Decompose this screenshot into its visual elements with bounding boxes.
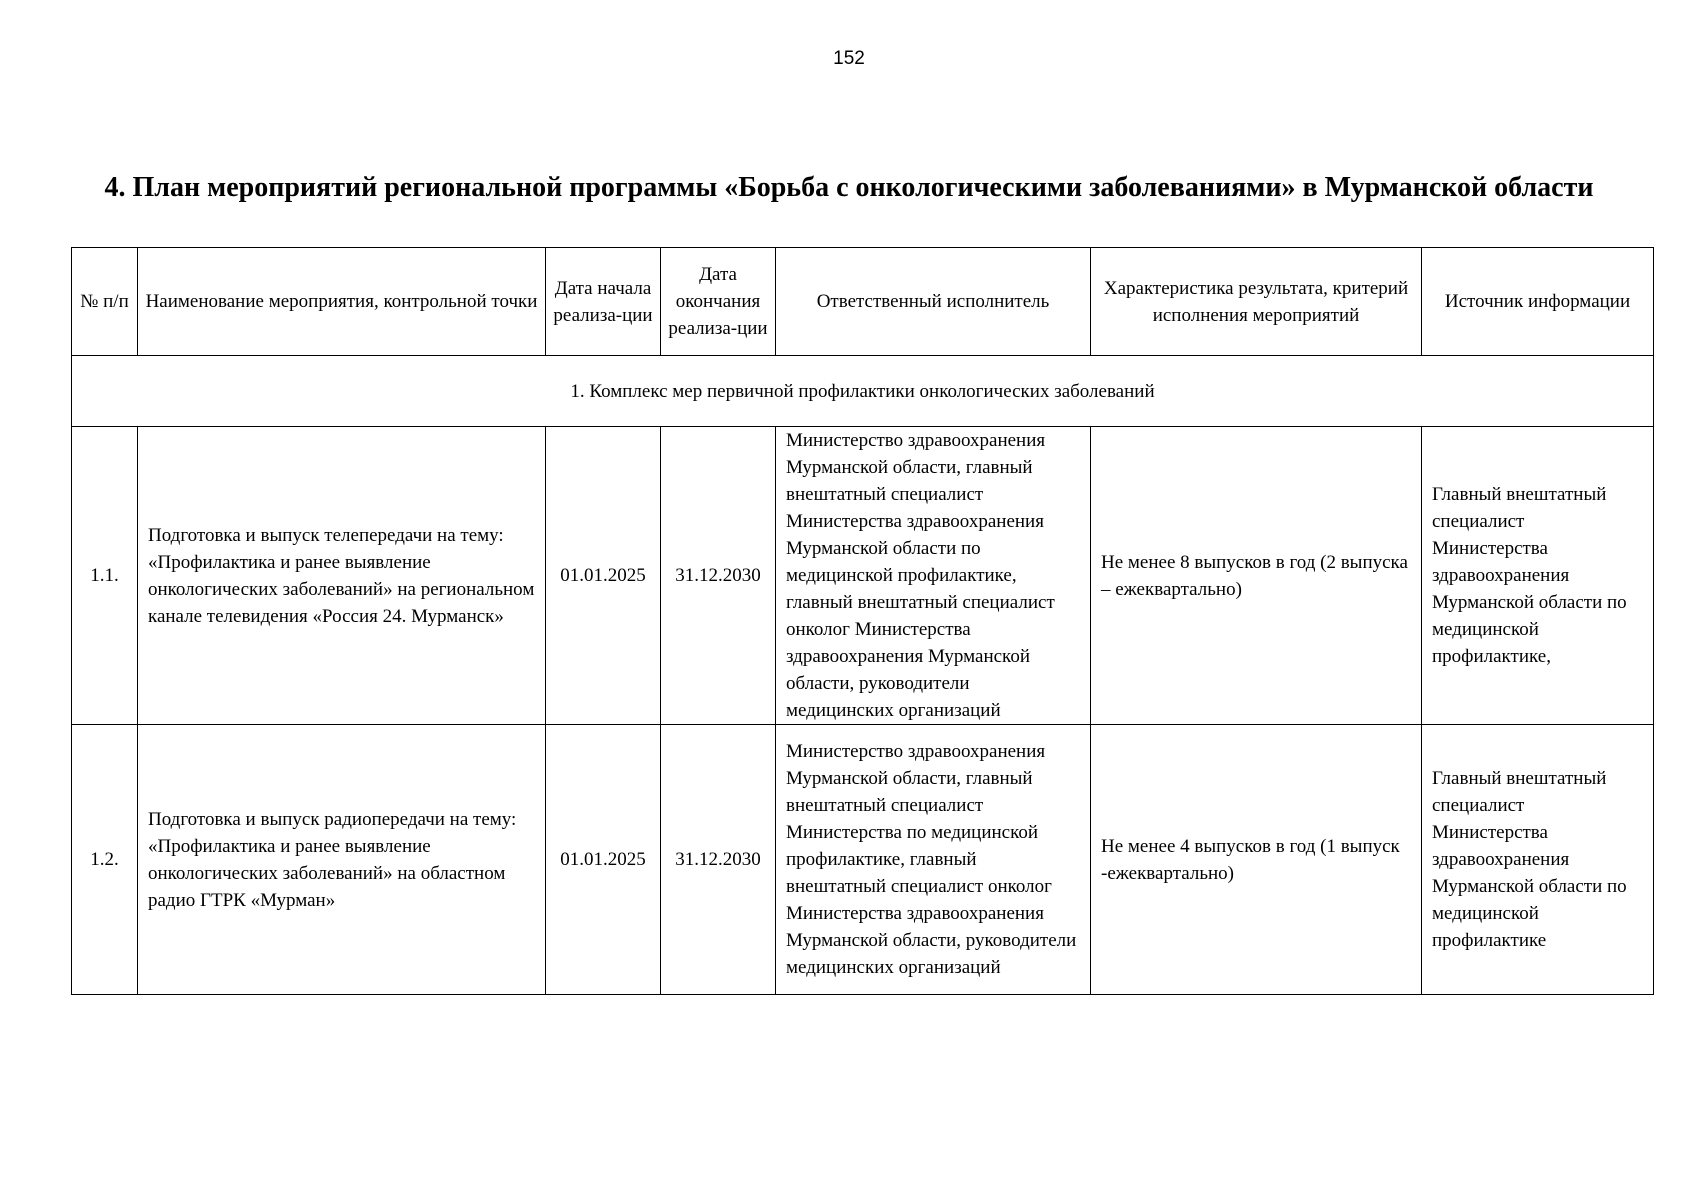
end-date: 31.12.2030 [661,725,776,995]
end-date: 31.12.2030 [661,427,776,725]
start-date: 01.01.2025 [546,427,661,725]
table-header-row [72,248,1654,356]
result: Не менее 4 выпусков в год (1 выпуск -ежеквартально) [1091,725,1422,995]
start-date: 01.01.2025 [546,725,661,995]
header-result: Характеристика результата, критерий исполнения мероприятий [1091,248,1422,356]
header-source: Источник информации [1422,248,1654,356]
header-number: № п/п [72,248,138,356]
header-responsible: Ответственный исполнитель [776,248,1091,356]
header-start-date: Дата начала реализа-ции [546,248,661,356]
table-row [72,725,1654,995]
section-row [72,356,1654,427]
header-event-name: Наименование мероприятия, контрольной точки [138,248,546,356]
responsible: Министерство здравоохранения Мурманской области, главный внештатный специалист Министерства по медицинской профилактике, главный внештатный специалист онколог Министерства здравоохранения Мурманской области, руководители медицинских организаций [776,725,1091,995]
section-title: 1. Комплекс мер первичной профилактики онкологических заболеваний [72,356,1654,427]
header-end-date: Дата окончания реализа-ции [661,248,776,356]
document-title: 4. План мероприятий региональной программы «Борьба с онкологическими заболеваниями» в Мурманской области [104,172,1594,203]
event-name: Подготовка и выпуск телепередачи на тему: «Профилактика и ранее выявление онкологических заболеваний» на региональном канале телевидения «Россия 24. Мурманск» [138,427,546,725]
source: Главный внештатный специалист Министерства здравоохранения Мурманской области по медицинской профилактике [1422,725,1654,995]
row-number: 1.2. [72,725,138,995]
result: Не менее 8 выпусков в год (2 выпуска – ежеквартально) [1091,427,1422,725]
row-number: 1.1. [72,427,138,725]
source: Главный внештатный специалист Министерства здравоохранения Мурманской области по медицинской профилактике, [1422,427,1654,725]
table-row [72,427,1654,725]
responsible: Министерство здравоохранения Мурманской области, главный внештатный специалист Министерства здравоохранения Мурманской области по медицинской профилактике, главный внештатный специалист онколог Министерства здравоохранения Мурманской области, руководители медицинских организаций [776,427,1091,725]
page-number: 152 [833,48,865,69]
event-name: Подготовка и выпуск радиопередачи на тему: «Профилактика и ранее выявление онкологических заболеваний» на областном радио ГТРК «Мурман» [138,725,546,995]
action-plan-table [71,247,1654,995]
